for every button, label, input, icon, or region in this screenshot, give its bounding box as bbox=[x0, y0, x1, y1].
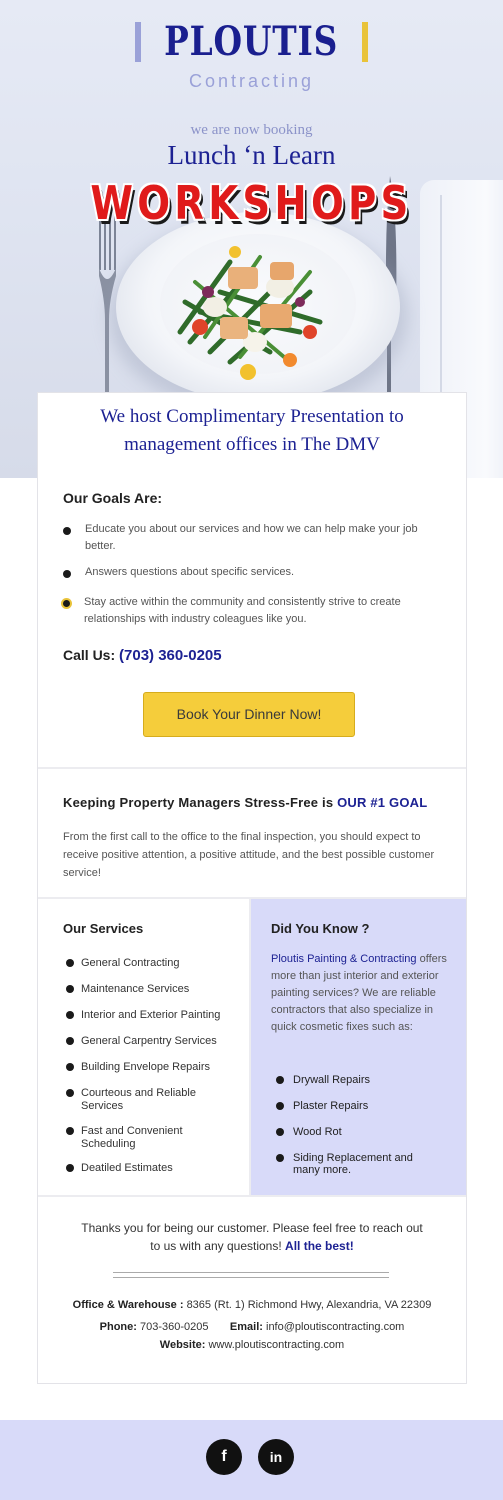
service-text: Interior and Exterior Painting bbox=[81, 1009, 221, 1021]
double-rule-bottom bbox=[113, 1277, 389, 1278]
fix-item bbox=[276, 1074, 456, 1086]
bullet-icon bbox=[66, 1164, 74, 1172]
social-footer bbox=[0, 1420, 503, 1500]
host-line-1: We host Complimentary Presentation to bbox=[100, 406, 404, 427]
bullet-icon bbox=[66, 959, 74, 967]
section-divider bbox=[38, 1195, 466, 1197]
service-item bbox=[66, 1087, 196, 1113]
fix-text: Drywall Repairs bbox=[293, 1074, 371, 1086]
did-you-know-title: Did You Know ? bbox=[271, 921, 370, 936]
did-you-know-text: offers more than just interior and exterior painting services? We are reliable contractors that also specialize in quick cosmetic fixes such as: bbox=[271, 953, 447, 1033]
fix-text: Siding Replacement and many more. bbox=[293, 1152, 413, 1176]
section-divider bbox=[38, 767, 466, 769]
website-link[interactable]: www.ploutiscontracting.com bbox=[208, 1339, 345, 1351]
bullet-icon bbox=[276, 1154, 284, 1162]
logo-title: PLOUTIS bbox=[164, 18, 339, 65]
call-us bbox=[63, 647, 222, 664]
service-text: Fast and Convenient Scheduling bbox=[81, 1125, 183, 1150]
website-label: Website: bbox=[159, 1339, 206, 1351]
service-text: Building Envelope Repairs bbox=[81, 1061, 211, 1073]
service-item bbox=[66, 1035, 246, 1048]
fix-item bbox=[276, 1100, 456, 1112]
phone-label: Phone: bbox=[99, 1321, 137, 1333]
ploutis-logo bbox=[0, 18, 503, 92]
keeping-title bbox=[63, 795, 427, 810]
logo-bar-right bbox=[362, 22, 368, 62]
website-line bbox=[38, 1339, 466, 1351]
keeping-highlight: OUR #1 GOAL bbox=[337, 795, 428, 810]
thanks-text: Thanks you for being our customer. Please feel free to reach out to us with any questions! bbox=[81, 1221, 423, 1253]
host-line-2: management offices in The DMV bbox=[124, 434, 380, 455]
keeping-body: From the first call to the office to the final inspection, you should expect to receive positive attention, a positive attitude, and the best possible customer service! bbox=[63, 831, 435, 879]
service-item bbox=[66, 983, 246, 996]
call-us-label: Call Us: bbox=[63, 647, 116, 663]
did-you-know-panel bbox=[251, 899, 466, 1195]
contact-line bbox=[38, 1321, 466, 1333]
bullet-icon bbox=[66, 1089, 74, 1097]
call-us-phone-link[interactable]: (703) 360-0205 bbox=[119, 647, 222, 664]
bullet-icon bbox=[276, 1128, 284, 1136]
goal-item bbox=[63, 564, 443, 581]
bullet-icon bbox=[276, 1102, 284, 1110]
linkedin-icon[interactable]: in bbox=[258, 1439, 294, 1475]
brand-name: Ploutis Painting & Contracting bbox=[271, 953, 417, 965]
office-label: Office & Warehouse : bbox=[72, 1299, 184, 1311]
email-label: Email: bbox=[229, 1321, 263, 1333]
workshops-heading: WORKSHOPS bbox=[90, 176, 413, 230]
office-address bbox=[38, 1299, 466, 1311]
goal-text: Educate you about our services and how we can help make your job better. bbox=[85, 523, 418, 552]
bullet-icon bbox=[66, 1127, 74, 1135]
service-text: Maintenance Services bbox=[81, 983, 190, 995]
bullet-icon bbox=[66, 1063, 74, 1071]
bullet-icon bbox=[63, 600, 70, 607]
facebook-icon[interactable]: f bbox=[206, 1439, 242, 1475]
fix-item bbox=[276, 1126, 456, 1138]
goal-item bbox=[63, 521, 443, 555]
bullet-icon bbox=[63, 570, 71, 578]
fix-item bbox=[276, 1152, 416, 1176]
services-column bbox=[38, 899, 250, 1195]
phone-link[interactable]: 703-360-0205 bbox=[140, 1321, 209, 1333]
fix-text: Plaster Repairs bbox=[293, 1100, 369, 1112]
office-value: 8365 (Rt. 1) Richmond Hwy, Alexandria, VA 22309 bbox=[186, 1299, 432, 1311]
bullet-icon bbox=[66, 985, 74, 993]
goal-text: Answers questions about specific services. bbox=[85, 566, 295, 578]
bullet-icon bbox=[66, 1011, 74, 1019]
email-link[interactable]: info@ploutiscontracting.com bbox=[266, 1321, 405, 1333]
keeping-title-text: Keeping Property Managers Stress-Free is bbox=[63, 795, 334, 810]
bullet-icon bbox=[63, 527, 71, 535]
service-text: Courteous and Reliable Services bbox=[81, 1087, 196, 1112]
service-text: Deatiled Estimates bbox=[81, 1162, 173, 1174]
did-you-know-body bbox=[271, 951, 451, 1036]
bullet-icon bbox=[276, 1076, 284, 1084]
content-card bbox=[37, 392, 467, 1384]
book-dinner-button[interactable]: Book Your Dinner Now! bbox=[143, 692, 355, 737]
service-item bbox=[66, 1009, 246, 1022]
service-item bbox=[66, 957, 246, 970]
services-title: Our Services bbox=[63, 921, 144, 936]
fix-text: Wood Rot bbox=[293, 1126, 342, 1138]
all-the-best: All the best! bbox=[285, 1239, 354, 1253]
host-statement bbox=[38, 403, 466, 473]
service-item bbox=[66, 1061, 246, 1074]
lunch-n-learn-heading: Lunch ‘n Learn bbox=[167, 140, 336, 170]
salad-dish-illustration bbox=[160, 232, 350, 392]
logo-subtitle: Contracting bbox=[188, 71, 315, 91]
goal-item bbox=[63, 594, 443, 628]
service-text: General Contracting bbox=[81, 957, 180, 969]
goals-title: Our Goals Are: bbox=[63, 490, 163, 506]
bullet-icon bbox=[66, 1037, 74, 1045]
booking-tagline: we are now booking bbox=[190, 122, 313, 138]
double-rule-top bbox=[113, 1272, 389, 1273]
logo-bar-left bbox=[135, 22, 141, 62]
goal-text: Stay active within the community and consistently strive to create relationships with industry coleagues like you. bbox=[84, 596, 401, 625]
service-text: General Carpentry Services bbox=[81, 1035, 217, 1047]
thanks-message bbox=[78, 1219, 426, 1255]
service-item bbox=[66, 1162, 246, 1175]
service-item bbox=[66, 1125, 186, 1151]
